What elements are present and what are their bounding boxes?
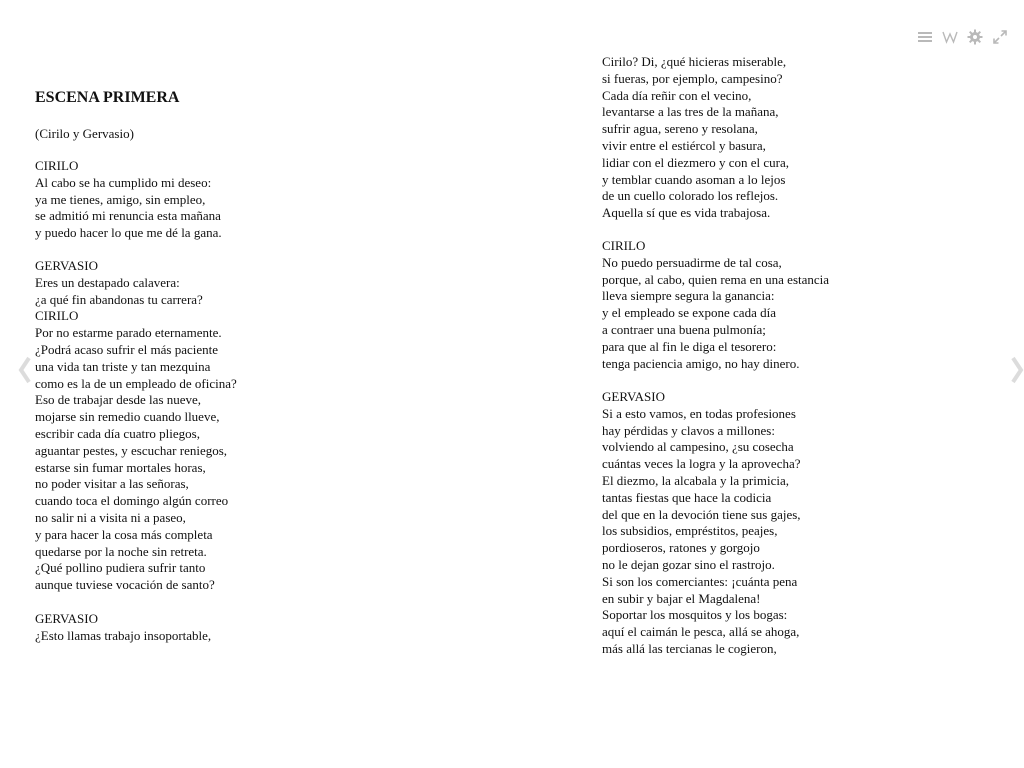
verse-line: aguantar pestes, y escuchar reniegos, [35, 442, 228, 458]
wikisource-icon[interactable] [941, 28, 959, 46]
verse-line: del que en la devoción tiene sus gajes, [602, 506, 801, 522]
verse-line: una vida tan triste y tan mezquina [35, 358, 211, 374]
verse-line: ¿Qué pollino pudiera sufrir tanto [35, 560, 206, 576]
chevron-right-icon[interactable] [1010, 355, 1024, 385]
verse-line: Por no estarme parado eternamente. [35, 325, 222, 341]
verse-line: y para hacer la cosa más completa [35, 526, 213, 542]
verse-line: ¿Esto llamas trabajo insoportable, [35, 627, 212, 643]
verse-line: volviendo al campesino, ¿su cosecha [602, 439, 794, 455]
verse-line: y puedo hacer lo que me dé la gana. [35, 225, 222, 241]
verse-line: No puedo persuadirme de tal cosa, [602, 254, 782, 270]
verse-line: sufrir agua, sereno y resolana, [602, 121, 758, 137]
verse-line: de un cuello colorado los reflejos. [602, 188, 779, 204]
verse-line: porque, al cabo, quien rema en una estancia [602, 271, 830, 287]
verse-line: escribir cada día cuatro pliegos, [35, 425, 200, 441]
verse-line: más allá las tercianas le cogieron, [602, 640, 777, 656]
verse-line: El diezmo, la alcabala y la primicia, [602, 472, 789, 488]
verse-line: los subsidios, empréstitos, peajes, [602, 523, 778, 539]
verse-line: no salir ni a visita ni a paseo, [35, 509, 186, 525]
verse-line: y el empleado se expone cada día [602, 305, 776, 321]
verse-line: Cada día reñir con el vecino, [602, 87, 752, 103]
verse-line: aquí el caimán le pesca, allá se ahoga, [602, 624, 800, 640]
verse-line: Aquella sí que es vida trabajosa. [602, 205, 771, 221]
verse-line: Eres un destapado calavera: [35, 274, 180, 290]
verse-line: y temblar cuando asoman a lo lejos [602, 171, 786, 187]
verse-line: cuántas veces la logra y la aprovecha? [602, 456, 801, 472]
verse-line: Si son los comerciantes: ¡cuánta pena [602, 573, 798, 589]
verse-line: lleva siempre segura la ganancia: [602, 288, 775, 304]
verse-line: Eso de trabajar desde las nueve, [35, 392, 202, 408]
verse-line: no poder visitar a las señoras, [35, 476, 189, 492]
verse-line: mojarse sin remedio cuando llueve, [35, 409, 220, 425]
verse-line: Al cabo se ha cumplido mi deseo: [35, 174, 212, 190]
verse-line: en subir y bajar el Magdalena! [602, 590, 761, 606]
verse-line: para que al fin le diga el tesorero: [602, 338, 777, 354]
verse-line: a contraer una buena pulmonía; [602, 321, 766, 337]
verse-line: Cirilo? Di, ¿qué hicieras miserable, [602, 54, 787, 69]
verse-line: se admitió mi renuncia esta mañana [35, 208, 221, 224]
speaker-name: GERVASIO [35, 258, 99, 273]
verse-line: ya me tienes, amigo, sin empleo, [35, 191, 206, 207]
speaker-name: CIRILO [35, 308, 79, 324]
speech-block [602, 389, 801, 658]
speech-block [35, 158, 222, 242]
reader-toolbar [916, 28, 1012, 48]
verse-line: no le dejan gozar sino el rastrojo. [602, 556, 775, 572]
list-icon[interactable] [916, 28, 934, 46]
verse-line: ¿a qué fin abandonas tu carrera? [35, 291, 203, 307]
verse-line: estarse sin fumar mortales horas, [35, 459, 206, 475]
verse-line: lidiar con el diezmero y con el cura, [602, 154, 789, 170]
verse-line: como es la de un empleado de oficina? [35, 375, 237, 391]
speech-block [35, 611, 211, 645]
verse-line: tantas fiestas que hace la codicia [602, 489, 772, 505]
speaker-name: CIRILO [602, 238, 646, 253]
speech-block [602, 54, 789, 222]
scene-title: ESCENA PRIMERA [35, 89, 180, 106]
speaker-name: CIRILO [35, 158, 79, 173]
gear-icon[interactable] [966, 28, 984, 46]
speech-block [35, 258, 237, 594]
stage-direction: (Cirilo y Gervasio) [35, 126, 134, 141]
speech-block [602, 238, 829, 372]
verse-line: hay pérdidas y clavos a millones: [602, 422, 775, 438]
verse-line: Soportar los mosquitos y los bogas: [602, 607, 788, 623]
verse-line: si fueras, por ejemplo, campesino? [602, 70, 783, 86]
verse-line: vivir entre el estiércol y basura, [602, 137, 766, 153]
verse-line: Si a esto vamos, en todas profesiones [602, 405, 796, 421]
verse-line: tenga paciencia amigo, no hay dinero. [602, 355, 800, 371]
verse-line: aunque tuviese vocación de santo? [35, 577, 215, 593]
verse-line: pordioseros, ratones y gorgojo [602, 540, 760, 556]
speaker-name: GERVASIO [35, 611, 99, 626]
expand-icon[interactable] [991, 28, 1009, 46]
verse-line: quedarse por la noche sin retreta. [35, 543, 207, 559]
verse-line: cuando toca el domingo algún correo [35, 493, 229, 509]
chevron-left-icon[interactable] [18, 355, 32, 385]
verse-line: levantarse a las tres de la mañana, [602, 104, 779, 120]
verse-line: ¿Podrá acaso sufrir el más paciente [35, 341, 219, 357]
speaker-name: GERVASIO [602, 389, 666, 404]
